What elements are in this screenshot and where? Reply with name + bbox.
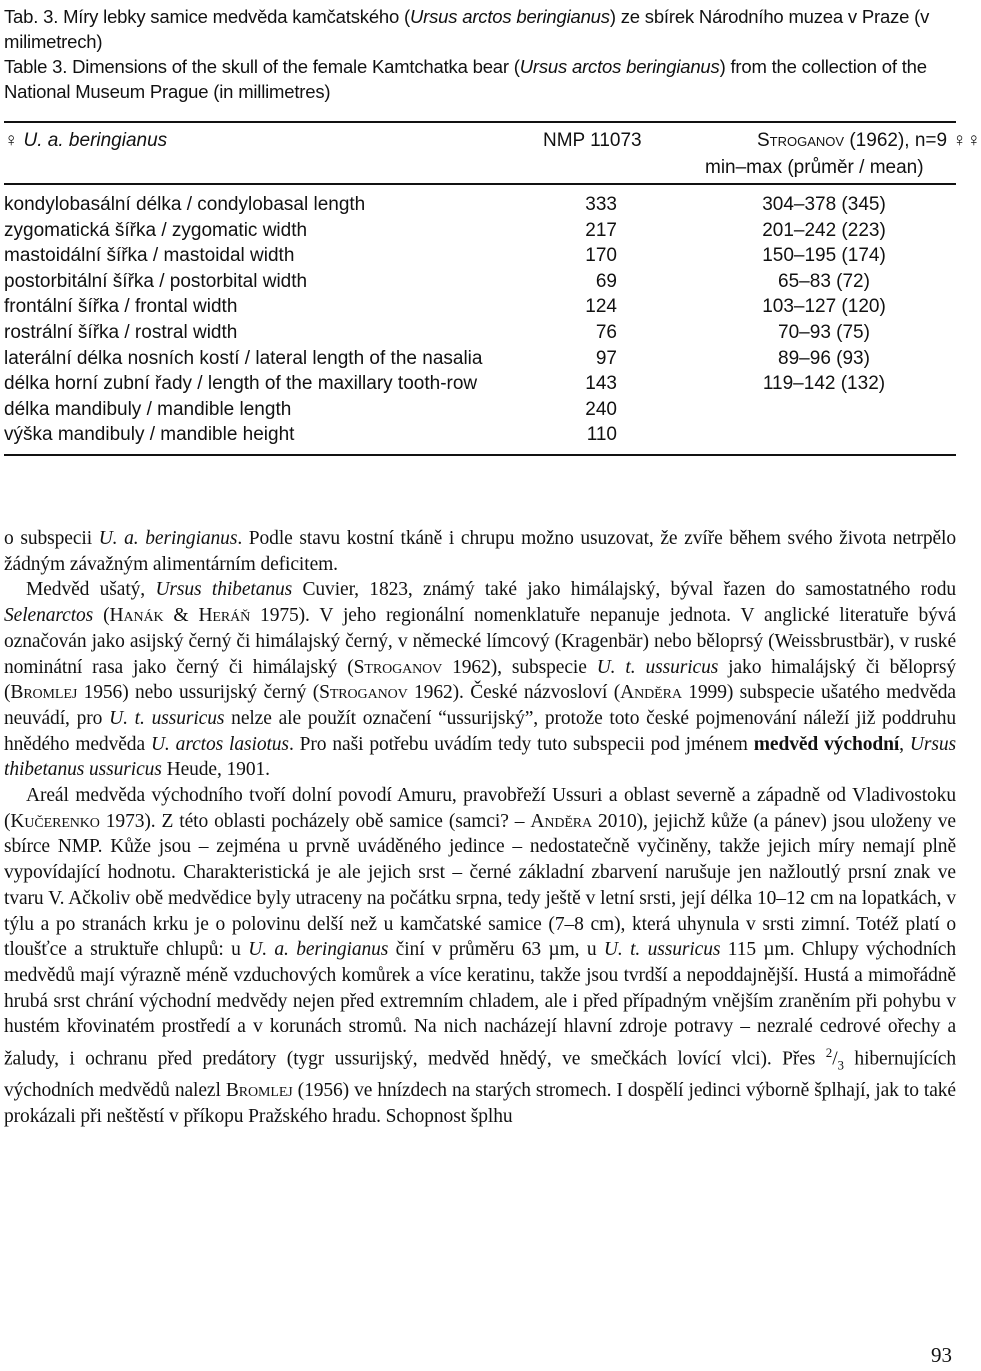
nmp-value: 143 [585, 373, 617, 395]
stroganov-range: 65–83 (72) [778, 270, 870, 292]
caption-czech: Tab. 3. Míry lebky samice medvěda kamčatského (Ursus arctos beringianus) ze sbírek Národního muzea v Praze (v milimetrech) [4, 6, 930, 52]
table-row [4, 192, 956, 218]
measurement-name: výška mandibuly / mandible height [4, 424, 295, 446]
measurement-name: délka horní zubní řady / length of the maxillary tooth-row [4, 373, 478, 395]
stroganov-range: 89–96 (93) [778, 347, 870, 369]
measurement-name: délka mandibuly / mandible length [4, 398, 292, 420]
table-row [4, 294, 956, 320]
nmp-value: 217 [585, 219, 617, 241]
table-caption [4, 4, 956, 104]
paragraph-1: o subspecii U. a. beringianus. Podle stavu kostní tkáně i chrupu možno usuzovat, že zvíře během svého života netrpělo žádným závažným alimentárním deficitem. [4, 528, 956, 575]
table-bottom-rule [4, 454, 956, 456]
nmp-value: 76 [595, 321, 617, 343]
measurement-name: kondylobasální délka / condylobasal length [4, 194, 366, 215]
measurement-name: laterální délka nosních kostí / lateral length of the nasalia [4, 347, 483, 369]
table-row [4, 269, 956, 295]
table-row [4, 371, 956, 397]
stroganov-range: 150–195 (174) [762, 245, 886, 267]
nmp-value: 69 [595, 270, 617, 292]
header-stroganov: Stroganov (1962), n=9 ♀♀ [757, 130, 981, 151]
measurement-name: postorbitální šířka / postorbital width [4, 270, 308, 292]
nmp-value: 333 [585, 194, 617, 215]
table-body [4, 192, 956, 448]
table-row [4, 320, 956, 346]
header-range-note: min–max (průměr / mean) [705, 157, 924, 178]
page-number: 93 [931, 1343, 952, 1367]
table-header-rule [4, 183, 956, 185]
header-nmp: NMP 11073 [543, 130, 642, 151]
paragraph-3: Areál medvěda východního tvoří dolní povodí Amuru, pravobřeží Ussuri a oblast severně a západně od Vladivostoku (Kučerenko 1973). Z této oblasti pocházely obě samice (samci? – Anděra 2010), jejichž kůže (a pánev) jsou uloženy ve sbírce NMP. Kůže jsou – zejména u prvně uváděného jedince – nedostatečně vyčiněny, takže jejich míry nemají plně vypovídající hodnotu. Charakteristická je ale jejich srst – černé základní zbarvení narušuje jen nažloutlý prsní znak ve tvaru V. Ačkoliv obě medvědice byly utraceny na počátku srpna, tedy ještě v letní srsti, její délka 10–12 cm na lopatkách, v týlu a po stranách krku je o polovinu delší než u kamčatské samice (7–8 cm), která uhynula v srsti zimní. Totéž platí o tloušťce a struktuře chlupů: u U. a. beringianus činí v průměru 63 µm, u U. t. ussuricus 115 µm. Chlupy východních medvědů mají výrazně méně vzduchových komůrek a více keratinu, takže jsou tvrdší a nepoddajnější. Hustá a mimořádně hrubá srst chrání východní medvědy nejen před extremním chladem, ale i před případným vnějším zraněním při pohybu v hustém křovinatém prostředí a v korunách stromů. Na nich nacházejí hlavní zdroje potravy – nezralé cedrové ořechy a žaludy, i ochranu před predátory (tygr ussurijský, medvěd hnědý, ve smečkách lovící vlci). Přes $^2/_3$ hibernujících východních medvědů nalezl Bromlej (1956) ve hnízdech na starých stromech. I dospělí jedinci výborně šplhají, jak to také prokázali při neštěstí v příkopu Pražského hradu. Schopnost šplhu [4, 785, 957, 1127]
nmp-value: 170 [585, 245, 617, 267]
body-text [4, 526, 956, 1130]
nmp-value: 124 [585, 296, 617, 318]
stroganov-range: 70–93 (75) [778, 321, 870, 343]
measurement-name: frontální šířka / frontal width [4, 296, 238, 318]
stroganov-range: 201–242 (223) [762, 219, 886, 241]
table-row [4, 218, 956, 244]
measurement-name: mastoidální šířka / mastoidal width [4, 245, 295, 267]
measurement-name: zygomatická šířka / zygomatic width [4, 219, 308, 241]
stroganov-range: 103–127 (120) [762, 296, 886, 318]
caption-english: Table 3. Dimensions of the skull of the female Kamtchatka bear (Ursus arctos beringianus) from the collection of the National Museum Prague (in millimetres) [4, 56, 927, 102]
paragraph-2: Medvěd ušatý, Ursus thibetanus Cuvier, 1823, známý také jako himálajský, býval řazen do samostatného rodu Selenarctos (Hanák & Heráň 1975). V jeho regionální nomenklatuře nepanuje jednota. V anglické literatuře bývá označován jako asijský černý či himálajský černý, v německé límcový (Kragenbär) nebo běloprsý (Weissbrustbär), v ruské nominátní rasa jako černý či himálajský (Stroganov 1962), subspecie U. t. ussuricus jako himalájský či běloprsý (Bromlej 1956) nebo ussurijský černý (Stroganov 1962). České názvosloví (Anděra 1999) subspecie ušatého medvěda neuvádí, pro U. t. ussuricus nelze ale použít označení “ussurijský”, protože toto české pojmenování náleží již poddruhu hnědého medvěda U. arctos lasiotus. Pro naši potřebu uvádím tedy tuto subspecii pod jménem medvěd východní, Ursus thibetanus ussuricus Heude, 1901. [4, 579, 957, 781]
table-row [4, 346, 956, 372]
table-row [4, 422, 956, 448]
stroganov-range: 119–142 (132) [762, 373, 886, 395]
table-row [4, 397, 956, 423]
header-specimen: ♀ U. a. beringianus [4, 130, 168, 151]
nmp-value: 110 [586, 424, 617, 446]
measurement-name: rostrální šířka / rostral width [4, 321, 238, 343]
nmp-value: 97 [595, 347, 617, 369]
nmp-value: 240 [585, 398, 617, 420]
table-row [4, 243, 956, 269]
table-top-rule [4, 121, 956, 123]
stroganov-range: 304–378 (345) [762, 194, 886, 215]
